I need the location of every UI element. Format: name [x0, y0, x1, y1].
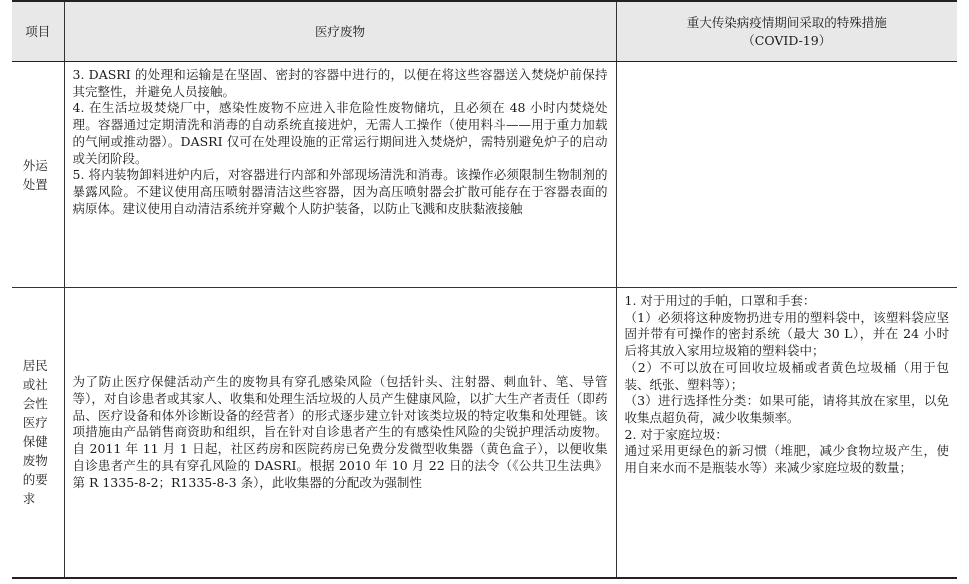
header-special-measures	[616, 1, 957, 62]
special-para: （2）不可以放在可回收垃圾桶或者黄色垃圾桶（用于包装、纸张、塑料等）；	[624, 359, 949, 392]
medical-waste-cell	[64, 62, 616, 288]
special-measures-cell	[616, 288, 957, 578]
measures-table	[12, 0, 957, 579]
row-category	[12, 288, 64, 578]
header-item: 项目	[12, 1, 64, 62]
row-category	[12, 62, 64, 288]
medical-para: 为了防止医疗保健活动产生的废物具有穿孔感染风险（包括针头、注射器、刺血针、笔、导管等），对自诊患者或其家人、收集和处理生活垃圾的人员产生健康风险，以扩大生产者责任（即药品、医疗设备和体外诊断设备的经营者）的形式逐步建立针对该类垃圾的特定收集和处理链。该项措施由产品销售商资助和组织，旨在针对自诊患者产生的有感染性风险的尖锐护理活动废物。自 2011 年 11 月 1 日起，社区药房和医院药房已免费分发微型收集器（黄色盒子），以便收集自诊患者产生的具有穿孔风险的 DASRI。根据 2010 年 10 月 22 日的法令（《公共卫生法典》第 R 1335-8-2；R1335-8-3 条），此收集器的分配改为强制性	[72, 374, 608, 490]
special-para: （1）必须将这种废物扔进专用的塑料袋中，该塑料袋应坚固并带有可操作的密封系统（最大 30 L），并在 24 小时后将其放入家用垃圾箱的塑料袋中；	[624, 309, 949, 359]
category-label: 外运处置	[22, 157, 48, 192]
table-header-row	[12, 1, 957, 62]
header-special-line2: （COVID-19）	[742, 32, 832, 48]
medical-para: 3. DASRI 的处理和运输是在坚固、密封的容器中进行的，以便在将这些容器送入焚烧炉前保持其完整性，并避免人员接触。	[72, 67, 608, 99]
medical-waste-cell	[64, 288, 616, 578]
medical-para: 4. 在生活垃圾焚烧厂中，感染性废物不应进入非危险性废物储坑，且必须在 48 小时内焚烧处理。容器通过定期清洗和消毒的自动系统直接进炉，无需人工操作（使用料斗——用于重力加载的气闸或推动器）。DASRI 仅可在处理设施的正常运行期间进入焚烧炉，需特别避免炉子的启动或关闭阶段。	[72, 100, 608, 166]
special-measures-cell	[616, 62, 957, 288]
medical-para: 5. 将内装物卸料进炉内后，对容器进行内部和外部现场清洗和消毒。该操作必须限制生物制剂的暴露风险。不建议使用高压喷射器清洁这些容器，因为高压喷射器会扩散可能存在于容器表面的病原体。建议使用自动清洁系统并穿戴个人防护装备，以防止飞溅和皮肤黏液接触	[72, 167, 608, 216]
category-label: 居民或社会性医疗保健废物的要求	[22, 358, 48, 507]
table-row-household-requirements	[12, 288, 957, 578]
header-special-line1: 重大传染病疫情期间采取的特殊措施	[686, 14, 887, 30]
special-para: （3）进行选择性分类：如果可能，请将其放在家里，以免收集点超负荷，减少收集频率。	[624, 393, 949, 425]
table-row-offsite-disposal	[12, 62, 957, 288]
special-para: 1. 对于用过的手帕，口罩和手套：	[624, 293, 816, 308]
special-para: 2. 对于家庭垃圾：	[624, 426, 728, 442]
header-medical-waste: 医疗废物	[64, 1, 616, 62]
special-para: 通过采用更绿色的新习惯（堆肥，减少食物垃圾产生，使用自来水而不是瓶装水等）来减少家庭垃圾的数量；	[624, 443, 949, 476]
